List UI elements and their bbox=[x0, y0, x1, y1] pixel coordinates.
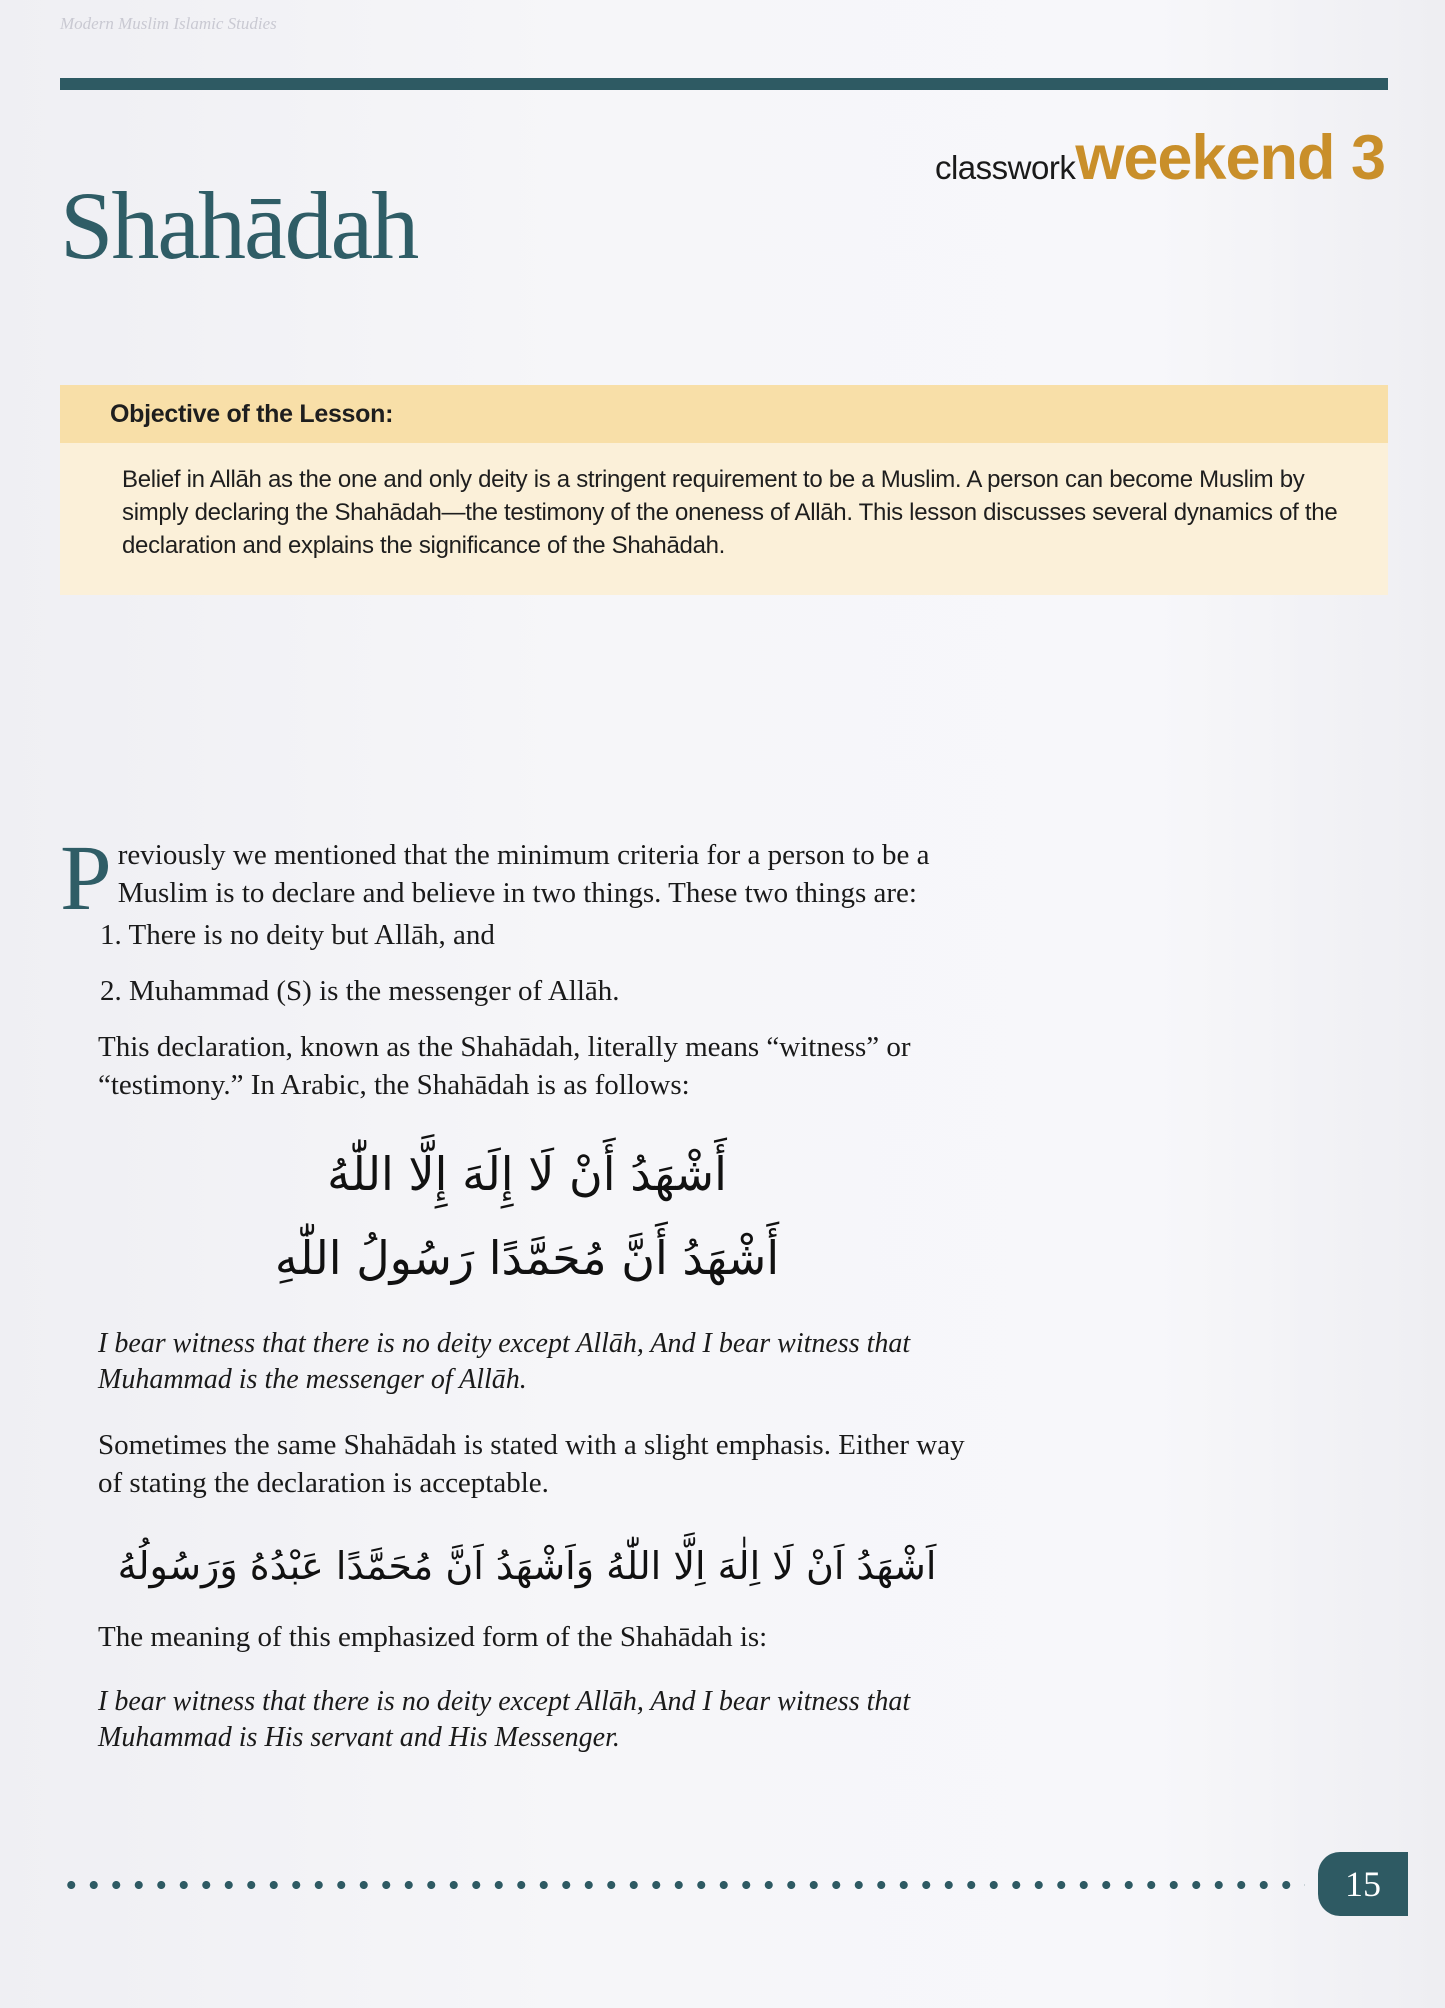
running-head: Modern Muslim Islamic Studies bbox=[60, 14, 277, 33]
weekend-label: weekend 3 bbox=[1075, 123, 1385, 193]
objective-text: Belief in Allāh as the one and only deity is a stringent requirement to be a Muslim. A person can become Muslim by simply declaring the Shahādah—the testimony of the oneness of Allāh. This lesson discusses several dynamics of the declaration and explains the significance of the Shahādah. bbox=[122, 466, 1338, 559]
page-title: Shahādah bbox=[60, 172, 418, 279]
arabic-shahadah-line-2: أَشْهَدُ أَنَّ مُحَمَّدًا رَسُولُ اللّٰهِ bbox=[274, 1231, 780, 1285]
translation-1: I bear witness that there is no deity except Allāh, And I bear witness that Muhammad is the messenger of Allāh. bbox=[98, 1328, 911, 1395]
objective-box bbox=[60, 385, 1388, 595]
arabic-shahadah-line-1: أَشْهَدُ أَنْ لَا إِلَهَ إِلَّا اللّٰهُ bbox=[327, 1147, 727, 1201]
intro-text: reviously we mentioned that the minimum criteria for a person to be a Muslim is to declare and believe in two things. These two things are: bbox=[117, 839, 930, 909]
bottom-dotted-rule bbox=[60, 1878, 1305, 1892]
criteria-list bbox=[100, 916, 992, 1010]
main-content bbox=[60, 827, 992, 1756]
list-item: 1. There is no deity but Allāh, and bbox=[100, 919, 495, 951]
intro-paragraph bbox=[60, 827, 992, 930]
declaration-paragraph: This declaration, known as the Shahādah, literally means “witness” or “testimony.” In Arabic, the Shahādah is as follows: bbox=[98, 1031, 911, 1101]
translation-2: I bear witness that there is no deity except Allāh, And I bear witness that Muhammad is His servant and His Messenger. bbox=[98, 1686, 911, 1753]
section-label bbox=[935, 122, 1385, 194]
top-rule bbox=[60, 78, 1388, 90]
emphasis-paragraph: Sometimes the same Shahādah is stated with a slight emphasis. Either way of stating the declaration is acceptable. bbox=[98, 1429, 965, 1499]
drop-cap: P bbox=[60, 827, 112, 930]
arabic-shahadah-emphasized: اَشْهَدُ اَنْ لَا اِلٰهَ اِلَّا اللّٰهُ وَاَشْهَدُ اَنَّ مُحَمَّدًا عَبْدُهُ وَرَسُولُهُ bbox=[117, 1544, 937, 1588]
page-number: 15 bbox=[1318, 1852, 1408, 1916]
meaning-paragraph: The meaning of this emphasized form of the Shahādah is: bbox=[98, 1621, 768, 1653]
list-item: 2. Muhammad (S) is the messenger of Allāh. bbox=[100, 975, 620, 1007]
classwork-label: classwork bbox=[934, 149, 1076, 186]
objective-heading: Objective of the Lesson: bbox=[60, 385, 1388, 443]
